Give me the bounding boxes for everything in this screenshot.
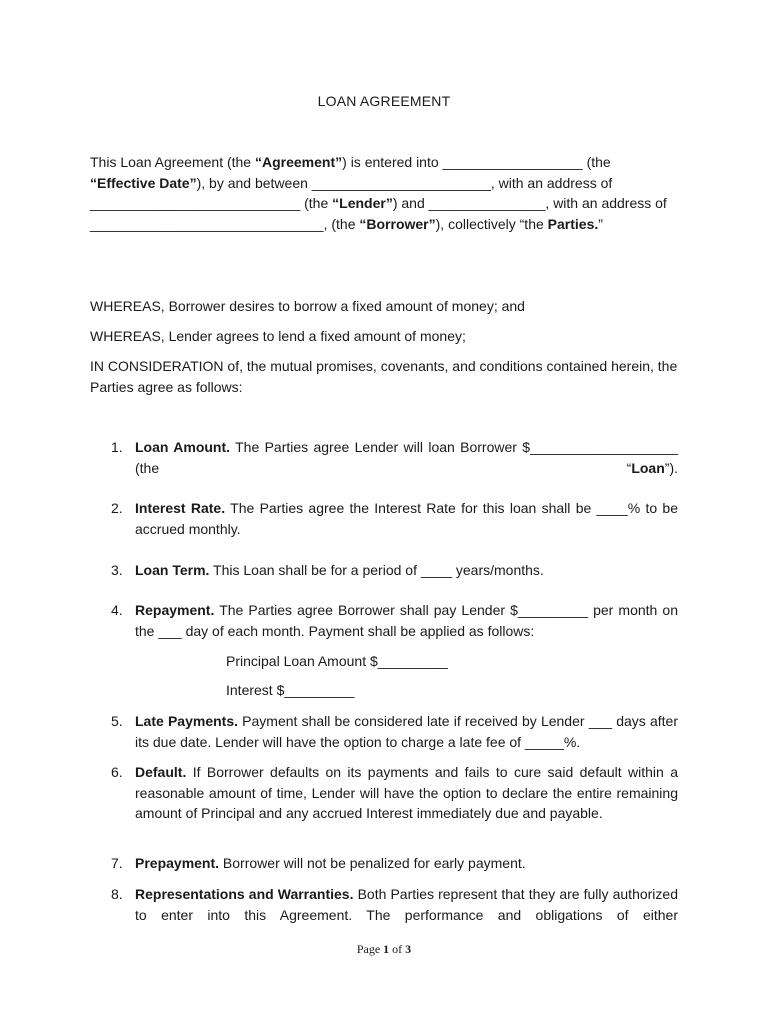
defined-term-borrower: “Borrower” <box>359 215 436 232</box>
item-heading: Late Payments. <box>135 713 238 729</box>
list-item-representations-warranties <box>111 884 678 925</box>
intro-text: ) and _______________, with an address of ______________________________, (the <box>90 195 667 232</box>
item-heading: Loan Amount. <box>135 439 231 455</box>
whereas-lender: WHEREAS, Lender agrees to lend a fixed amount of money; <box>90 328 466 344</box>
page-word: Page <box>356 942 384 956</box>
list-item-repayment <box>111 600 678 641</box>
intro-text: ” <box>598 215 603 232</box>
defined-term-loan: Loan <box>631 459 665 476</box>
list-number: 6. <box>111 764 123 780</box>
intro-paragraph <box>90 152 678 234</box>
page-number: 1 <box>383 942 390 956</box>
defined-term-agreement: “Agreement” <box>255 154 343 170</box>
interest-line: Interest $_________ <box>226 682 355 698</box>
list-number: 1. <box>111 439 123 455</box>
defined-term-lender: “Lender” <box>332 195 393 211</box>
intro-text: ), by and between _______________________, with an address of ___________________________ (the <box>90 174 613 211</box>
list-item-prepayment <box>111 853 678 874</box>
list-item-loan-term <box>111 560 678 581</box>
whereas-borrower: WHEREAS, Borrower desires to borrow a fixed amount of money; and <box>90 298 525 314</box>
intro-text: ), collectively “the <box>435 215 548 232</box>
defined-term-parties: Parties. <box>547 215 599 232</box>
list-item-late-payments <box>111 711 678 752</box>
page-total: 3 <box>405 942 412 956</box>
defined-term-effective-date: “Effective Date” <box>90 174 197 191</box>
list-number: 8. <box>111 886 123 902</box>
item-text: The Parties agree the Interest Rate for this loan shall be ____% to be accrued monthly. <box>135 500 678 537</box>
list-number: 2. <box>111 500 123 516</box>
item-text: The Parties agree Borrower shall pay Lender $_________ per month on the ___ day of each month. Payment shall be applied as follows: <box>135 602 678 639</box>
list-item-interest-rate <box>111 498 678 539</box>
list-item-loan-amount <box>111 437 678 478</box>
intro-text: This Loan Agreement (the <box>90 154 255 170</box>
page-footer <box>0 942 768 957</box>
item-heading: Default. <box>135 764 187 780</box>
item-text: The Parties agree Lender will loan Borrower $___________________ (the “ <box>135 439 679 476</box>
consideration-paragraph: IN CONSIDERATION of, the mutual promises, covenants, and conditions contained herein, the Parties agree as follows: <box>90 358 678 395</box>
item-text: This Loan shall be for a period of ____ years/months. <box>209 562 544 578</box>
item-text: Payment shall be considered late if received by Lender ___ days after its due date. Lender will have the option to charge a late fee of _____%. <box>135 713 678 750</box>
page-title: LOAN AGREEMENT <box>317 93 451 109</box>
of-word: of <box>389 942 406 956</box>
item-text: Borrower will not be penalized for early payment. <box>219 855 526 871</box>
list-number: 3. <box>111 562 123 578</box>
item-heading: Loan Term. <box>135 562 210 578</box>
item-text: If Borrower defaults on its payments and fails to cure said default within a reasonable amount of time, Lender will have the option to declare the entire remaining amount of Principal and any accrued Interest immediately due and payable. <box>135 764 678 821</box>
item-heading: Repayment. <box>135 602 215 618</box>
item-heading: Prepayment. <box>135 855 220 871</box>
list-number: 5. <box>111 713 123 729</box>
item-heading: Representations and Warranties. <box>135 886 354 902</box>
principal-loan-amount-line: Principal Loan Amount $_________ <box>226 653 448 669</box>
item-text: ”). <box>664 459 678 476</box>
list-number: 4. <box>111 602 123 618</box>
intro-text: ) is entered into __________________ (the <box>342 154 611 170</box>
item-text: Both Parties represent that they are fully authorized to enter into this Agreement. The performance and obligations of either <box>135 886 678 923</box>
item-heading: Interest Rate. <box>135 500 226 516</box>
list-number: 7. <box>111 855 123 871</box>
list-item-default <box>111 762 678 824</box>
